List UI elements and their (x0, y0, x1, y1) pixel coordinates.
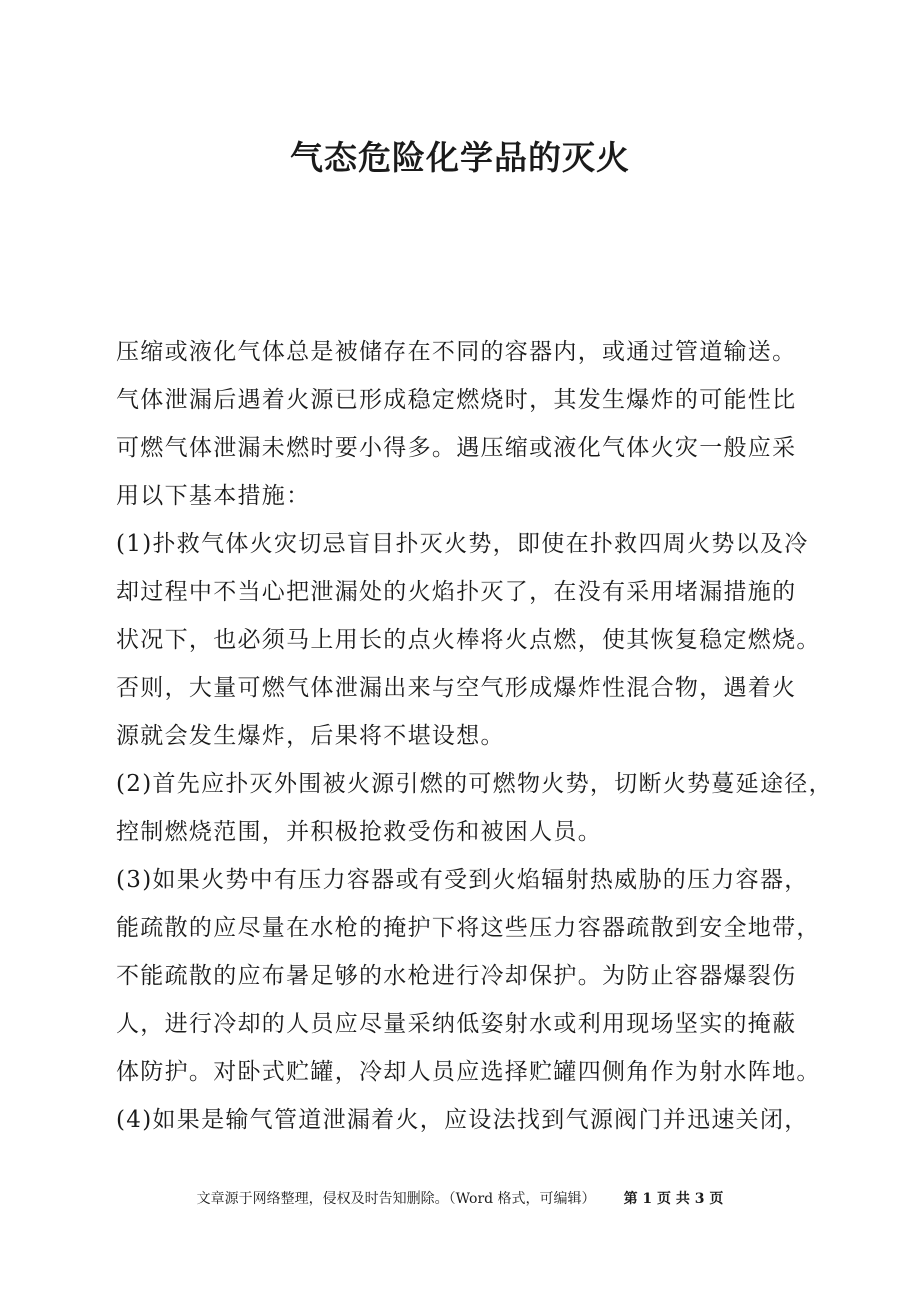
body-line: 状况下，也必须马上用长的点火棒将火点燃，使其恢复稳定燃烧。 (116, 627, 821, 653)
body-line: 源就会发生爆炸，后果将不堪设想。 (116, 723, 505, 749)
body-line: (4)如果是输气管道泄漏着火，应设法找到气源阀门并迅速关闭， (116, 1107, 809, 1133)
body-line: 压缩或液化气体总是被储存在不同的容器内，或通过管道输送。 (116, 339, 797, 365)
page-footer (0, 1188, 920, 1208)
body-line: 能疏散的应尽量在水枪的掩护下将这些压力容器疏散到安全地带， (116, 915, 821, 941)
body-line: (2)首先应扑灭外围被火源引燃的可燃物火势，切断火势蔓延途径， (116, 771, 833, 797)
body-line: 不能疏散的应布暑足够的水枪进行冷却保护。为防止容器爆裂伤 (116, 963, 797, 989)
body-line: 体防护。对卧式贮罐，冷却人员应选择贮罐四侧角作为射水阵地。 (116, 1059, 821, 1085)
body-line: 人，进行冷却的人员应尽量采纳低姿射水或利用现场坚实的掩蔽 (116, 1011, 797, 1037)
body-line: 气体泄漏后遇着火源已形成稳定燃烧时，其发生爆炸的可能性比 (116, 387, 797, 413)
body-line: 控制燃烧范围，并积极抢救受伤和被困人员。 (116, 819, 602, 845)
body-line: 用以下基本措施： (116, 483, 311, 509)
page-number: 第 1 页 共 3 页 (623, 1191, 724, 1207)
body-line: (1)扑救气体火灾切忌盲目扑灭火势，即使在扑救四周火势以及冷 (116, 531, 809, 557)
body-line: 否则，大量可燃气体泄漏出来与空气形成爆炸性混合物，遇着火 (116, 675, 797, 701)
document-title: 气态危险化学品的灭火 (290, 138, 630, 177)
body-line: (3)如果火势中有压力容器或有受到火焰辐射热威胁的压力容器， (116, 867, 809, 893)
body-line: 可燃气体泄漏未燃时要小得多。遇压缩或液化气体火灾一般应采 (116, 435, 797, 461)
body-line: 却过程中不当心把泄漏处的火焰扑灭了，在没有采用堵漏措施的 (116, 579, 797, 605)
footer-note: 文章源于网络整理，侵权及时告知删除。（Word 格式，可编辑） (196, 1191, 596, 1207)
document-body (116, 328, 836, 1144)
